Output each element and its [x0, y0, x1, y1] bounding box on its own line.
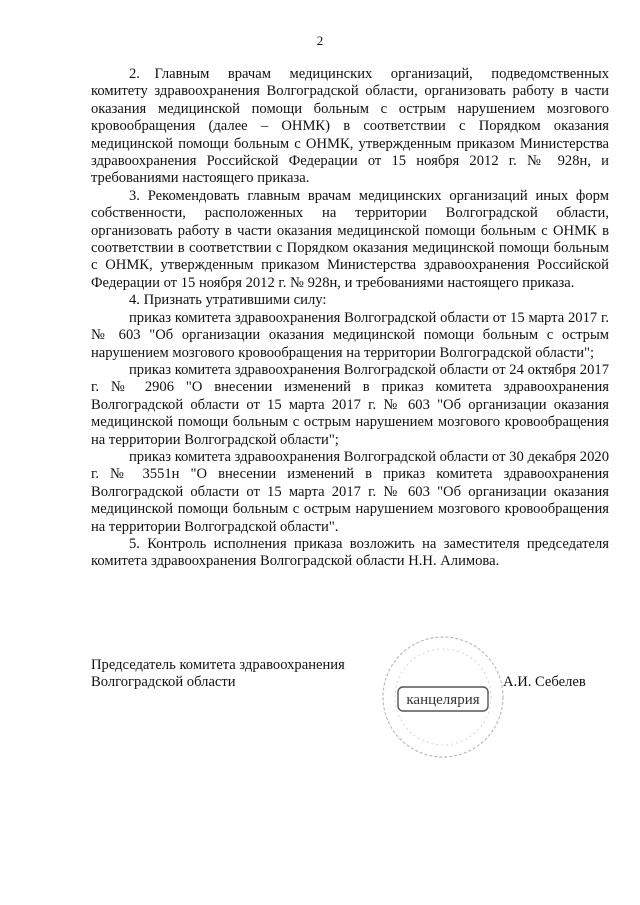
paragraph-5: 5. Контроль исполнения приказа возложить на заместителя председателя комитета здравоохранения Волгоградской области Н.Н. Алимова. [91, 535, 609, 570]
signatory-position [91, 657, 391, 692]
signatory-position-line1: Председатель комитета здравоохранения [91, 657, 345, 673]
stamp-label: канцелярия [406, 692, 480, 708]
paragraph-3: 3. Рекомендовать главным врачам медицинских организаций иных форм собственности, расположенных на территории Волгоградской области, организовать работу в части оказания медицинской помощи больным с ОНМК в соответствии в соответствии с Порядком оказания медицинской помощи больным с ОНМК, утвержденным приказом Министерства здравоохранения Российской Федерации от 15 ноября 2012 г. № 928н, и требованиями настоящего приказа. [91, 187, 609, 291]
signatory-name: А.И. Себелев [503, 674, 586, 690]
office-stamp [378, 632, 508, 762]
signatory-position-line2: Волгоградской области [91, 674, 236, 691]
repealed-order-2: приказ комитета здравоохранения Волгоградской области от 24 октября 2017 г. № 2906 "О внесении изменений в приказ комитета здравоохранения Волгоградской области от 15 марта 2017 г. № 603 "Об организации оказания медицинской помощи больным с острым нарушением мозгового кровообращения на территории Волгоградской области"; [91, 361, 609, 448]
repealed-order-3: приказ комитета здравоохранения Волгоградской области от 30 декабря 2020 г. № 3551н "О внесении изменений в приказ комитета здравоохранения Волгоградской области от 15 марта 2017 г. № 603 "Об организации оказания медицинской помощи больным с острым нарушением мозгового кровообращения на территории Волгоградской области". [91, 448, 609, 535]
document-body [91, 66, 609, 571]
repealed-order-1: приказ комитета здравоохранения Волгоградской области от 15 марта 2017 г. № 603 "Об организации оказания медицинской помощи больным с острым нарушением мозгового кровообращения на территории Волгоградской области"; [91, 309, 609, 361]
page-number: 2 [316, 33, 324, 48]
paragraph-2: 2. Главным врачам медицинских организаций, подведомственных комитету здравоохранения Волгоградской области, организовать работу в части оказания медицинской помощи больным с острым нарушением мозгового кровообращения (далее – ОНМК) в соответствии с Порядком оказания медицинской помощи больным с ОНМК, утвержденным приказом Министерства здравоохранения Российской Федерации от 15 ноября 2012 г. № 928н, и требованиями настоящего приказа. [91, 66, 609, 187]
paragraph-4: 4. Признать утратившими силу: [129, 292, 327, 309]
